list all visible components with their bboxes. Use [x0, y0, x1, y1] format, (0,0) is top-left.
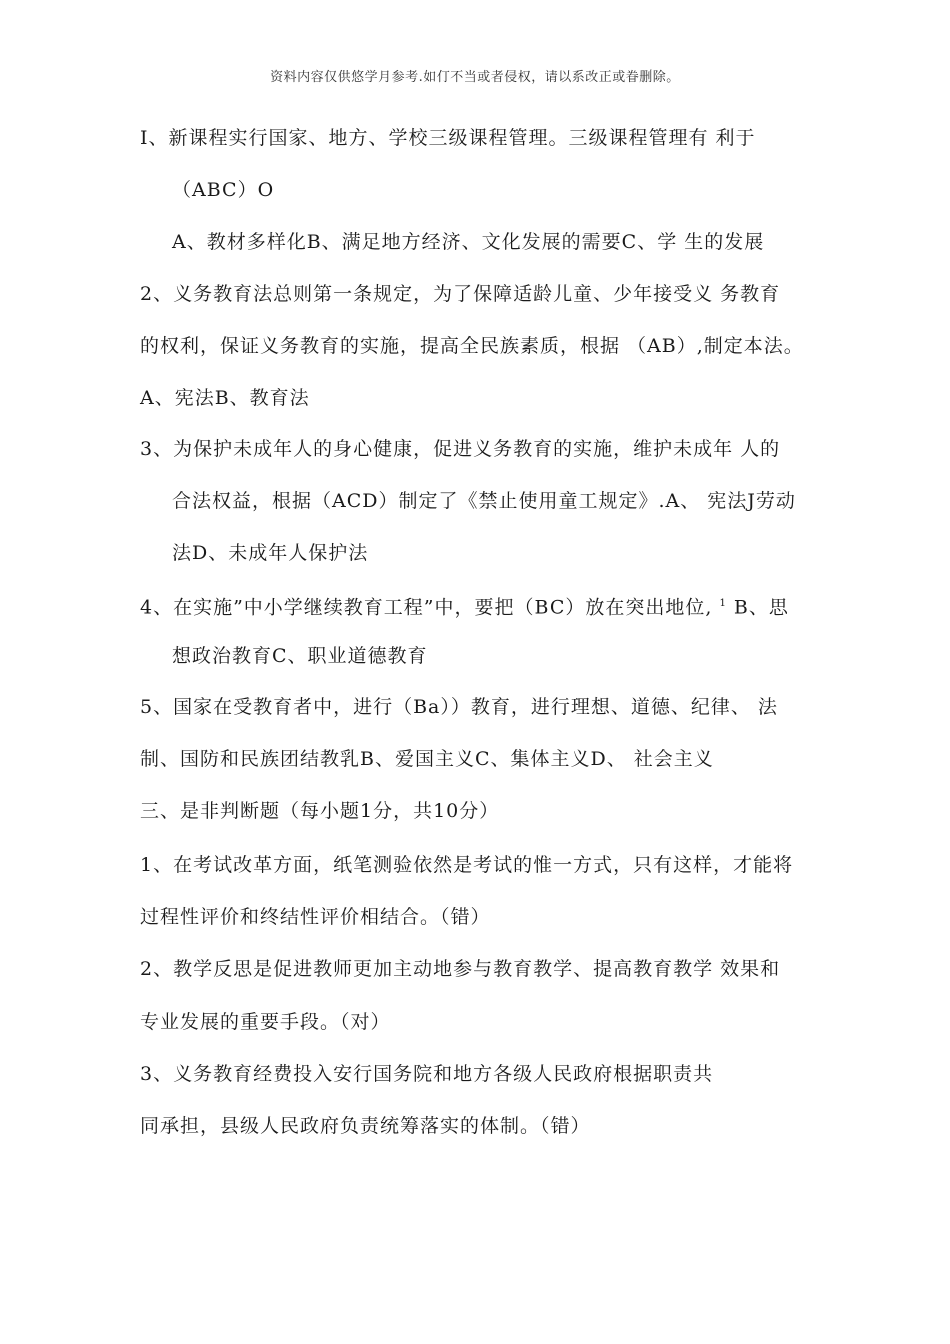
q5-line-1: 5、国家在受教育者中，进行（Ba））教育，进行理想、道德、纪律、 法	[140, 696, 778, 718]
tf3-line-1: 3、义务教育经费投入安行国务院和地方各级人民政府根据职责共	[140, 1063, 714, 1085]
q4-line-1-text: 4、在实施”中小学继续教育工程”中，要把（BC）放在突出地位,	[140, 596, 713, 619]
tf1-line-2: 过程性评价和终结性评价相结合。（错）	[140, 906, 491, 928]
q1-line-1: I、新课程实行国家、地方、学校三级课程管理。三级课程管理有 利于	[140, 127, 756, 149]
page-header-notice: 资料内容仅供悠学月参考.如仃不当或者侵权，请以系改正或眷删除。	[270, 70, 680, 85]
q1-line-2: （ABC）O	[172, 179, 275, 201]
q4-footnote-mark: 1	[719, 598, 727, 609]
q3-line-1: 3、为保护未成年人的身心健康，促进义务教育的实施，维护未成年 人的	[140, 438, 781, 460]
q4-line-1-tail: B、思	[733, 596, 789, 619]
q3-line-3: 法D、未成年人保护法	[172, 542, 369, 564]
tf2-line-2: 专业发展的重要手段。（对）	[140, 1011, 391, 1033]
q2-line-1: 2、义务教育法总则第一条规定，为了保障适龄儿童、少年接受义 务教育	[140, 283, 781, 305]
q2-line-2: 的权利，保证义务教育的实施，提高全民族素质，根据 （AB）,制定本法。	[140, 335, 804, 357]
section-3-heading: 三、是非判断题（每小题1分，共10分）	[140, 800, 500, 822]
q1-options: A、教材多样化B、满足地方经济、文化发展的需要C、学 生的发展	[172, 231, 765, 253]
q2-options: A、宪法B、教育法	[140, 387, 310, 409]
q3-line-2: 合法权益，根据（ACD）制定了《禁止使用童工规定》.A、 宪法J劳动	[172, 490, 796, 512]
tf2-line-1: 2、教学反思是促进教师更加主动地参与教育教学、提高教育教学 效果和	[140, 958, 781, 980]
tf1-line-1: 1、在考试改革方面，纸笔测验依然是考试的惟一方式，只有这样，才能将	[140, 854, 794, 876]
q4-line-1	[140, 591, 789, 620]
q4-line-2: 想政治教育C、职业道德教育	[172, 645, 428, 667]
q5-line-2: 制、国防和民族团结教乳B、爱国主义C、集体主义D、 社会主义	[140, 748, 714, 770]
tf3-line-2: 同承担，县级人民政府负责统筹落实的体制。（错）	[140, 1115, 591, 1137]
